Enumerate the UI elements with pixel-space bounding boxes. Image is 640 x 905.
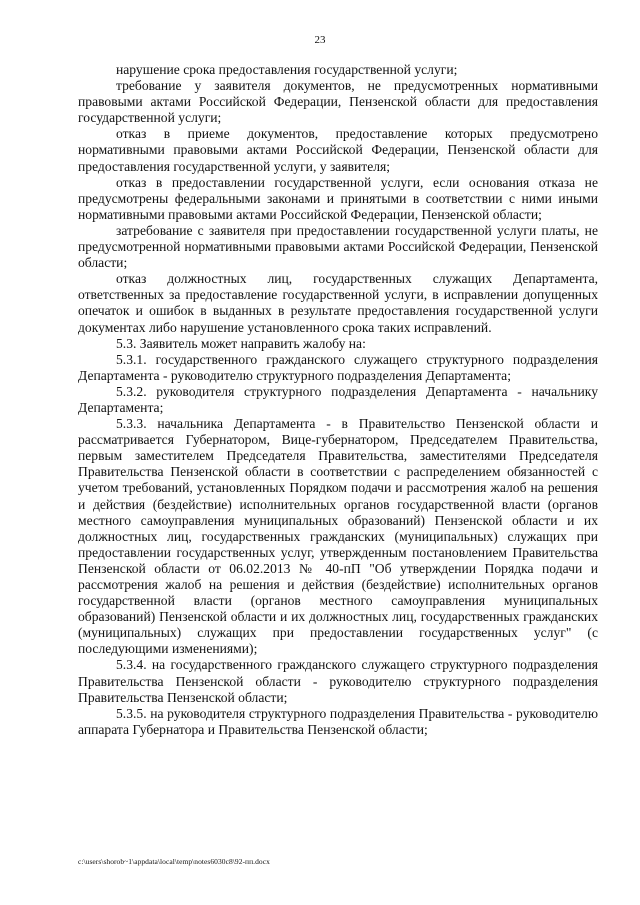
paragraph: отказ должностных лиц, государственных служащих Департамента, ответственных за предоставление государственной услуги, в исправлении допущенных опечаток и ошибок в выданных в результате предоставления государственной услуги документах либо нарушение установленного срока таких исправлений. [78,271,598,335]
paragraph: отказ в приеме документов, предоставление которых предусмотрено нормативными правовыми актами Российской Федерации, Пензенской области для предоставления государственной услуги, у заявителя; [78,126,598,174]
section-heading: 5.3. Заявитель может направить жалобу на: [116,335,366,351]
paragraph: 5.3.3. начальника Департамента - в Правительство Пензенской области и рассматривается Губернатором, Вице-губернатором, Председателем Правительства, первым заместителем Председателя Правительства, заместителями Председателя Правительства Пензенской области в соответствии с распределением обязанностей с учетом требований, установленных Порядком подачи и рассмотрения жалоб на решения и действия (бездействие) исполнительных органов государственной власти (органов местного самоуправления муниципальных образований) Пензенской области и их должностных лиц, государственных гражданских (муниципальных) служащих при предоставлении государственных услуг, утвержденным постановлением Правительства Пензенской области от 06.02.2013 № 40-пП "Об утверждении Порядка подачи и рассмотрения жалоб на решения и действия (бездействие) исполнительных органов государственной власти (органов местного самоуправления муниципальных образований) Пензенской области и их должностных лиц, государственных гражданских (муниципальных) служащих при предоставлении государственных услуг" (с последующими изменениями); [78,416,598,657]
paragraph: 5.3.1. государственного гражданского служащего структурного подразделения Департамента - руководителю структурного подразделения Департамента; [78,351,598,383]
paragraph: нарушение срока предоставления государственной услуги; [116,62,458,77]
footer-file-path: c:\users\shorob~1\appdata\local\temp\notes6030c8\92-пп.docx [78,857,270,866]
paragraph: 5.3.2. руководителя структурного подразделения Департамента - начальнику Департамента; [78,383,598,415]
paragraph: отказ в предоставлении государственной услуги, если основания отказа не предусмотрены федеральными законами и принятыми в соответствии с ними иными нормативными правовыми актами Российской Федерации, Пензенской области; [78,174,598,222]
paragraph: затребование с заявителя при предоставлении государственной услуги платы, не предусмотренной нормативными правовыми актами Российской Федерации, Пензенской области; [78,222,598,271]
paragraph: 5.3.4. на государственного гражданского служащего структурного подразделения Правительства Пензенской области - руководителю структурного подразделения Правительства Пензенской области; [78,657,598,705]
document-body [78,62,598,738]
page-number: 23 [314,34,326,46]
paragraph: 5.3.5. на руководителя структурного подразделения Правительства - руководителю аппарата Губернатора и Правительства Пензенской области; [78,705,598,737]
paragraph: требование у заявителя документов, не предусмотренных нормативными правовыми актами Российской Федерации, Пензенской области для предоставления государственной услуги; [78,78,598,126]
